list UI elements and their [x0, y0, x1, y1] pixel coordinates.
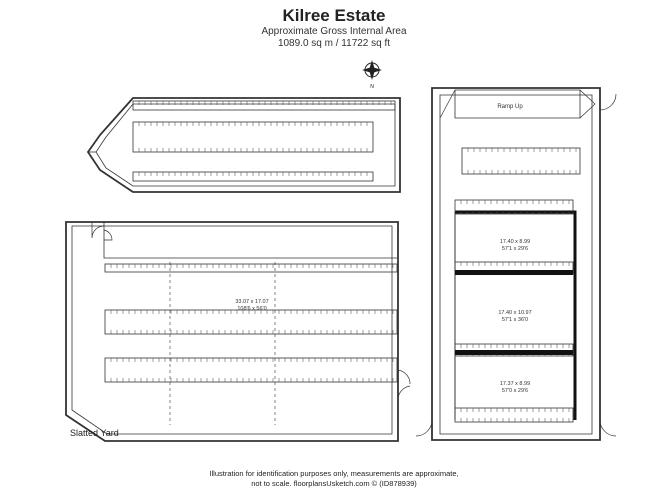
divider-bar-lower: [455, 350, 573, 355]
plan-title: Kilree Estate: [282, 6, 386, 25]
main-shed-dimension-metric: 33.07 x 17.07: [235, 299, 269, 305]
slatted-bar: [455, 408, 573, 422]
slatted-bar: [105, 264, 397, 272]
slatted-bar: [133, 172, 373, 181]
main-shed-outline: [66, 222, 410, 441]
room-a-dimension-imperial: 57'1 x 29'6: [501, 246, 529, 252]
slatted-bar: [462, 148, 580, 174]
room-c-dimension-metric: 17.37 x 8.99: [499, 381, 531, 387]
compass-icon: [362, 60, 382, 80]
room-b-dimension-metric: 17.40 x 10.97: [498, 310, 532, 316]
main-shed-dimension-imperial: 108'6 x 56'0: [237, 306, 267, 312]
disclaimer-line-2: not to scale. floorplansUsketch.com © (ID878939): [251, 479, 417, 488]
slatted-bar: [105, 358, 397, 382]
disclaimer-line-1: Illustration for identification purposes only, measurements are approximate,: [209, 469, 459, 478]
room-c-dimension-imperial: 57'0 x 29'6: [501, 388, 529, 394]
plan-subtitle: Approximate Gross Internal Area: [261, 26, 407, 37]
slatted-yard-label: Slatted Yard: [70, 428, 119, 438]
ramp-label: Ramp Up: [497, 104, 523, 110]
plan-area: 1089.0 sq m / 11722 sq ft: [277, 38, 391, 49]
slatted-bar: [133, 122, 373, 152]
slatted-bars: [105, 101, 580, 422]
room-a-dimension-metric: 17.40 x 8.99: [499, 239, 531, 245]
compass-label: N: [370, 84, 374, 90]
divider-bar-upper: [455, 270, 573, 275]
room-b-dimension-imperial: 57'1 x 36'0: [501, 317, 529, 323]
slatted-bar: [133, 101, 395, 110]
slatted-bar: [105, 310, 397, 334]
upper-building-outline: [88, 98, 400, 192]
